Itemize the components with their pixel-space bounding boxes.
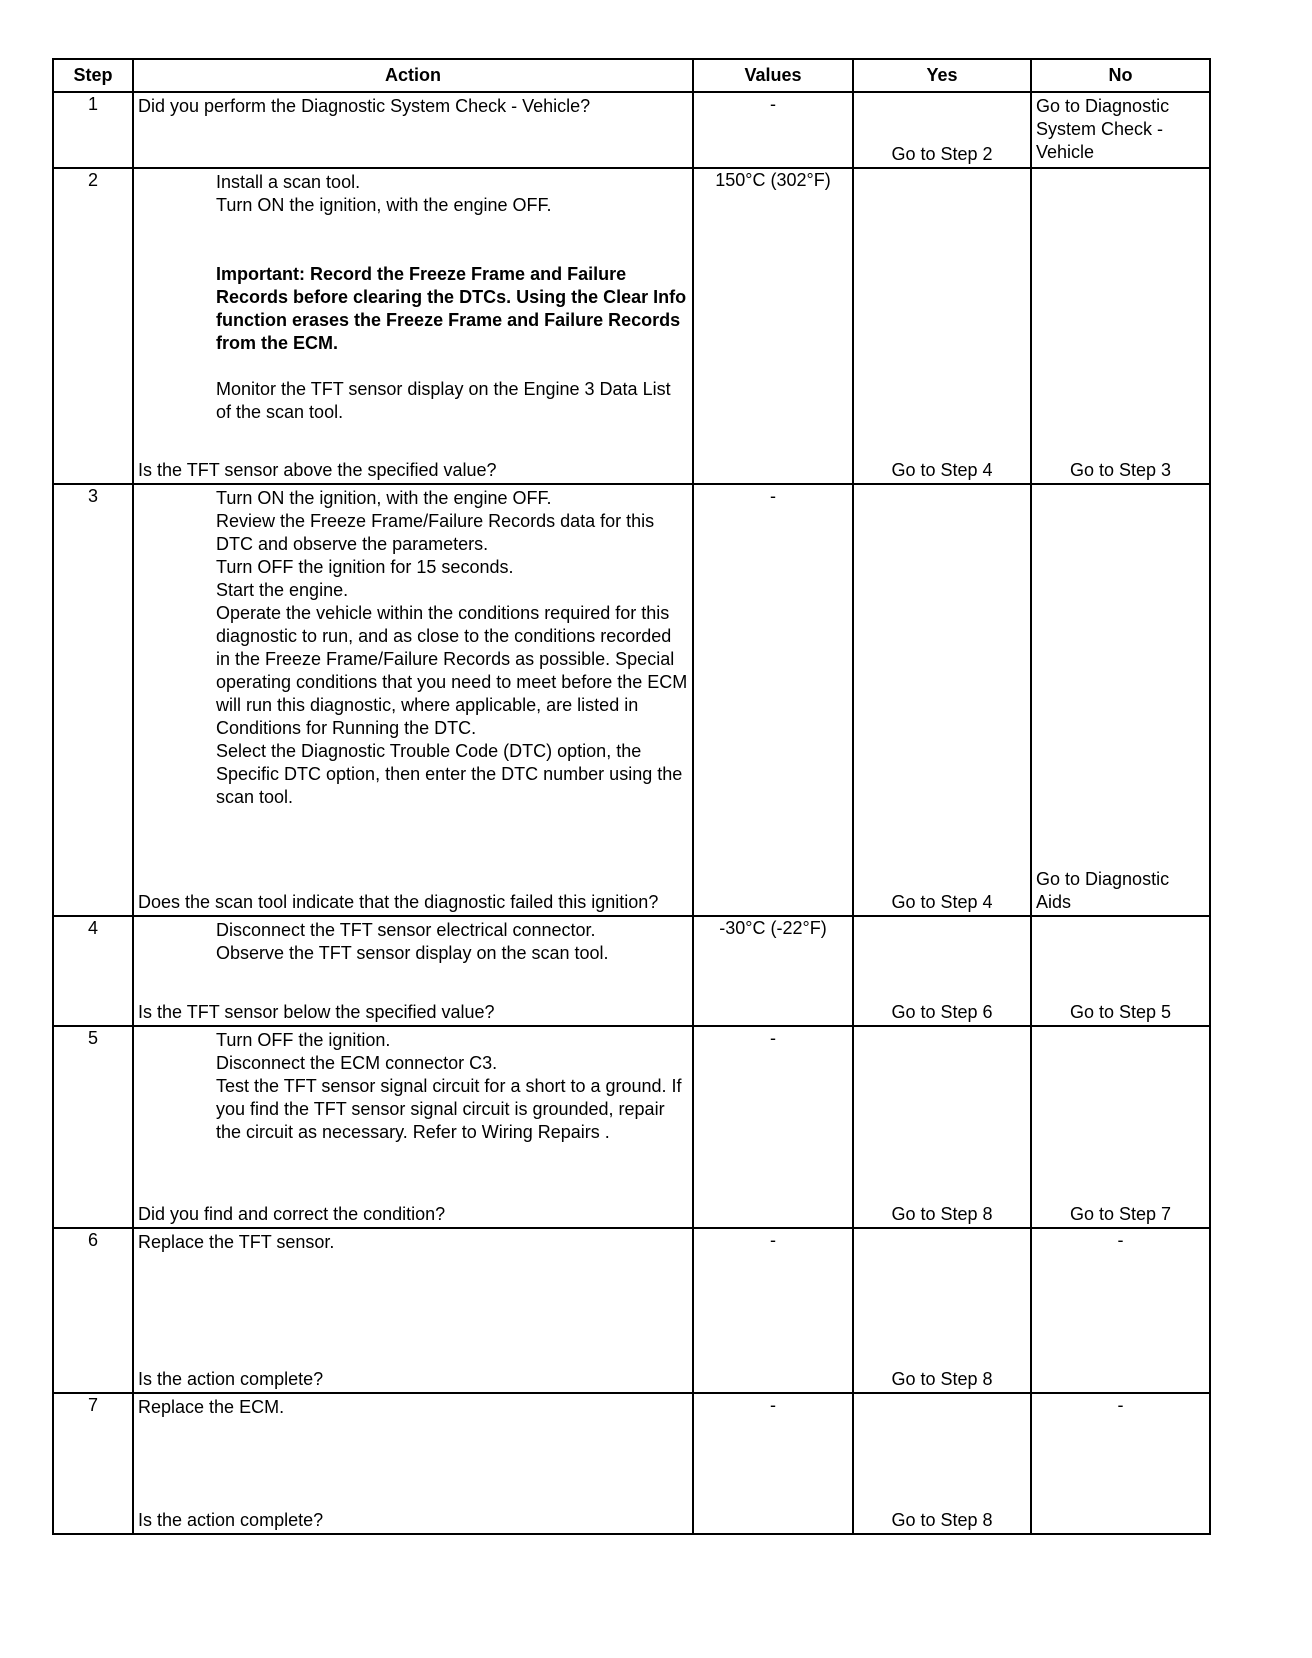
question-text: Did you perform the Diagnostic System Check - Vehicle? bbox=[138, 96, 591, 116]
header-row bbox=[53, 59, 1210, 92]
question-text: Is the action complete? bbox=[138, 1510, 324, 1530]
table-row-step-4 bbox=[53, 916, 1210, 1026]
instruction-text: Replace the ECM. bbox=[138, 1397, 285, 1417]
step-number: 3 bbox=[53, 484, 133, 916]
header-action: Action bbox=[133, 59, 693, 92]
values-cell: - bbox=[693, 1393, 853, 1534]
instruction-text: Review the Freeze Frame/Failure Records data for this DTC and observe the parameters. bbox=[216, 511, 655, 554]
table-row-step-3 bbox=[53, 484, 1210, 916]
instruction-text: Turn ON the ignition, with the engine OFF. bbox=[216, 488, 552, 508]
instruction-text: Disconnect the ECM connector C3. bbox=[216, 1053, 498, 1073]
table-row-step-6 bbox=[53, 1228, 1210, 1393]
yes-cell bbox=[853, 1393, 1031, 1534]
no-text: Go to Diagnostic System Check - Vehicle bbox=[1036, 96, 1170, 162]
instruction-text: Monitor the TFT sensor display on the Engine 3 Data List of the scan tool. bbox=[216, 379, 671, 422]
question-text: Is the action complete? bbox=[138, 1369, 324, 1389]
important-note: Important: Record the Freeze Frame and Failure Records before clearing the DTCs. Using the Clear Info function erases the Freeze Frame and Failure Records from the ECM. bbox=[216, 264, 687, 353]
header-no: No bbox=[1031, 59, 1210, 92]
yes-cell bbox=[853, 916, 1031, 1026]
no-text: Go to Step 3 bbox=[1069, 460, 1172, 480]
step-number: 4 bbox=[53, 916, 133, 1026]
yes-cell bbox=[853, 92, 1031, 168]
yes-text: Go to Step 4 bbox=[891, 460, 993, 480]
no-cell: - bbox=[1031, 1228, 1210, 1393]
no-text: Go to Diagnostic Aids bbox=[1036, 869, 1170, 912]
yes-cell bbox=[853, 1228, 1031, 1393]
step-number: 7 bbox=[53, 1393, 133, 1534]
no-cell bbox=[1031, 484, 1210, 916]
yes-text: Go to Step 8 bbox=[891, 1204, 993, 1224]
table-row-step-7 bbox=[53, 1393, 1210, 1534]
no-cell bbox=[1031, 916, 1210, 1026]
question-text: Did you find and correct the condition? bbox=[138, 1204, 446, 1224]
table-row-step-5 bbox=[53, 1026, 1210, 1228]
instruction-text: Select the Diagnostic Trouble Code (DTC) option, the Specific DTC option, then enter the DTC number using the scan tool. bbox=[216, 741, 683, 807]
instruction-text: Disconnect the TFT sensor electrical connector. bbox=[216, 920, 596, 940]
instruction-text: Turn ON the ignition, with the engine OFF. bbox=[216, 195, 552, 215]
question-text: Is the TFT sensor below the specified value? bbox=[138, 1002, 495, 1022]
yes-text: Go to Step 8 bbox=[891, 1369, 993, 1389]
no-cell bbox=[1031, 168, 1210, 484]
values-cell: 150°C (302°F) bbox=[693, 168, 853, 484]
action-cell bbox=[133, 1228, 693, 1393]
values-cell: - bbox=[693, 1228, 853, 1393]
header-yes: Yes bbox=[853, 59, 1031, 92]
step-number: 2 bbox=[53, 168, 133, 484]
values-cell: -30°C (-22°F) bbox=[693, 916, 853, 1026]
yes-text: Go to Step 6 bbox=[891, 1002, 993, 1022]
question-text: Is the TFT sensor above the specified value? bbox=[138, 460, 497, 480]
action-cell bbox=[133, 1026, 693, 1228]
table-row-step-1 bbox=[53, 92, 1210, 168]
action-cell bbox=[133, 1393, 693, 1534]
diagnostic-table bbox=[52, 58, 1211, 1535]
action-cell bbox=[133, 92, 693, 168]
values-cell: - bbox=[693, 484, 853, 916]
yes-cell bbox=[853, 484, 1031, 916]
instruction-text: Turn OFF the ignition. bbox=[216, 1030, 391, 1050]
step-number: 5 bbox=[53, 1026, 133, 1228]
instruction-text: Observe the TFT sensor display on the scan tool. bbox=[216, 943, 609, 963]
values-cell: - bbox=[693, 1026, 853, 1228]
yes-cell bbox=[853, 168, 1031, 484]
action-cell bbox=[133, 168, 693, 484]
header-step: Step bbox=[53, 59, 133, 92]
yes-text: Go to Step 8 bbox=[891, 1510, 993, 1530]
instruction-text: Replace the TFT sensor. bbox=[138, 1232, 335, 1252]
action-cell bbox=[133, 484, 693, 916]
no-cell bbox=[1031, 92, 1210, 168]
instruction-text: Install a scan tool. bbox=[216, 172, 361, 192]
action-cell bbox=[133, 916, 693, 1026]
header-values: Values bbox=[693, 59, 853, 92]
instruction-text: Turn OFF the ignition for 15 seconds. bbox=[216, 557, 514, 577]
step-number: 6 bbox=[53, 1228, 133, 1393]
values-cell: - bbox=[693, 92, 853, 168]
instruction-text: Operate the vehicle within the conditions required for this diagnostic to run, and as close to the conditions recorded in the Freeze Frame/Failure Records as possible. Special operating conditions that you need to meet before the ECM will run this diagnostic, where applicable, are listed in Conditions for Running the DTC. bbox=[216, 603, 688, 738]
instruction-text: Start the engine. bbox=[216, 580, 349, 600]
step-number: 1 bbox=[53, 92, 133, 168]
yes-text: Go to Step 2 bbox=[891, 144, 993, 164]
yes-cell bbox=[853, 1026, 1031, 1228]
no-cell: - bbox=[1031, 1393, 1210, 1534]
no-text: Go to Step 5 bbox=[1069, 1002, 1172, 1022]
instruction-text: Test the TFT sensor signal circuit for a short to a ground. If you find the TFT sensor signal circuit is grounded, repair the circuit as necessary. Refer to Wiring Repairs . bbox=[216, 1076, 682, 1142]
no-cell bbox=[1031, 1026, 1210, 1228]
no-text: Go to Step 7 bbox=[1069, 1204, 1172, 1224]
question-text: Does the scan tool indicate that the diagnostic failed this ignition? bbox=[138, 892, 659, 912]
table-row-step-2 bbox=[53, 168, 1210, 484]
yes-text: Go to Step 4 bbox=[891, 892, 993, 912]
